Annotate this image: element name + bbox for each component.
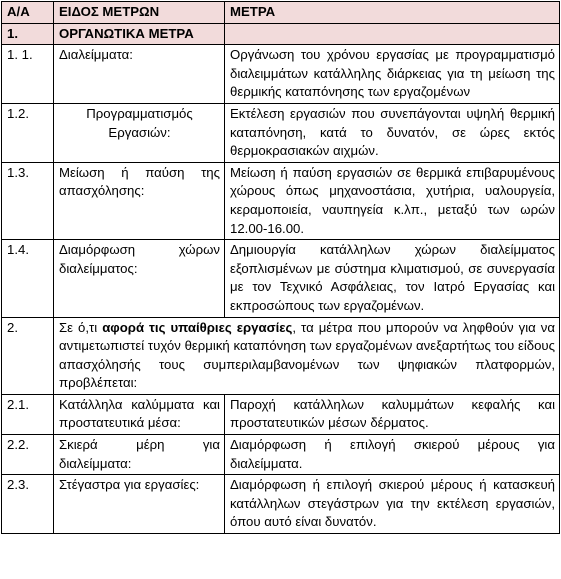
table-row <box>2 240 560 317</box>
measure-text: Οργάνωση του χρόνου εργασίας με προγραμματισμό διαλειμμάτων κατάλληλης διάρκειας για τη μείωση της θερμικής καταπόνησης των εργαζομένων <box>225 45 560 104</box>
table-row <box>2 162 560 239</box>
row-number: 2.1. <box>2 394 54 434</box>
measure-type: Προγραμματισμός Εργασιών: <box>54 103 225 162</box>
header-measures: ΜΕΤΡΑ <box>225 2 560 24</box>
section-2-text-after: , τα μέτρα που μπορούν να ληφθούν για να αντιμετωπιστεί τυχόν θερμική καταπόνηση των εργαζομένων ανεξαρτήτως του είδους απασχόλησής τους συμπεριλαμβανομένων των ψηφιακών πλατφορμών, προβλέπεται: <box>59 319 556 391</box>
measure-type: Στέγαστρα για εργασίες: <box>54 475 225 534</box>
section-1-title: ΟΡΓΑΝΩΤΙΚΑ ΜΕΤΡΑ <box>54 23 225 45</box>
section-2-row <box>2 317 560 394</box>
measure-type: Διαμόρφωση χώρων διαλείμματος: <box>54 240 225 317</box>
table-row <box>2 435 560 475</box>
measure-type: Μείωση ή παύση της απασχόλησης: <box>54 162 225 239</box>
header-number: Α/Α <box>2 2 54 24</box>
row-number: 1.3. <box>2 162 54 239</box>
header-measure-type: ΕΙΔΟΣ ΜΕΤΡΩΝ <box>54 2 225 24</box>
section-2-text-before: Σε ό,τι <box>59 319 103 335</box>
section-1-row <box>2 23 560 45</box>
row-number: 1.2. <box>2 103 54 162</box>
row-number: 2.2. <box>2 435 54 475</box>
table-row <box>2 103 560 162</box>
measure-text: Δημιουργία κατάλληλων χώρων διαλείμματος εξοπλισμένων με σύστημα κλιματισμού, σε συνεργασία με τον Τεχνικό Ασφάλειας, τον Ιατρό Εργασίας και εκπροσώπους των εργαζομένων. <box>225 240 560 317</box>
section-1-empty <box>225 23 560 45</box>
measure-text: Εκτέλεση εργασιών που συνεπάγονται υψηλή θερμική καταπόνηση, κατά το δυνατόν, σε ώρες εκτός θερμοκρασιακών αιχμών. <box>225 103 560 162</box>
section-1-number: 1. <box>2 23 54 45</box>
measure-type: Σκιερά μέρη για διαλείμματα: <box>54 435 225 475</box>
header-row <box>2 2 560 24</box>
row-number: 1. 1. <box>2 45 54 104</box>
section-2-text-bold: αφορά τις υπαίθριες εργασίες <box>102 319 293 335</box>
table-row <box>2 475 560 534</box>
table-row <box>2 45 560 104</box>
row-number: 1.4. <box>2 240 54 317</box>
measures-table <box>1 1 560 534</box>
measure-type: Κατάλληλα καλύμματα και προστατευτικά μέσα: <box>54 394 225 434</box>
section-2-intro <box>54 317 560 394</box>
measure-text: Μείωση ή παύση εργασιών σε θερμικά επιβαρυμένους χώρους όπως μηχανοστάσια, χυτήρια, υαλουργεία, κεραμοποιεία, ναυπηγεία κ.λπ., μεταξύ των ωρών 12.00-16.00. <box>225 162 560 239</box>
row-number: 2.3. <box>2 475 54 534</box>
section-2-number: 2. <box>2 317 54 394</box>
measure-type: Διαλείμματα: <box>54 45 225 104</box>
measure-text: Διαμόρφωση ή επιλογή σκιερού μέρους ή κατασκευή κατάλληλων στεγάστρων για την εκτέλεση εργασιών, όπου αυτό είναι δυνατόν. <box>225 475 560 534</box>
measure-text: Παροχή κατάλληλων καλυμμάτων κεφαλής και προστατευτικών μέσων δέρματος. <box>225 394 560 434</box>
table-row <box>2 394 560 434</box>
measure-text: Διαμόρφωση ή επιλογή σκιερού μέρους για διαλείμματα. <box>225 435 560 475</box>
